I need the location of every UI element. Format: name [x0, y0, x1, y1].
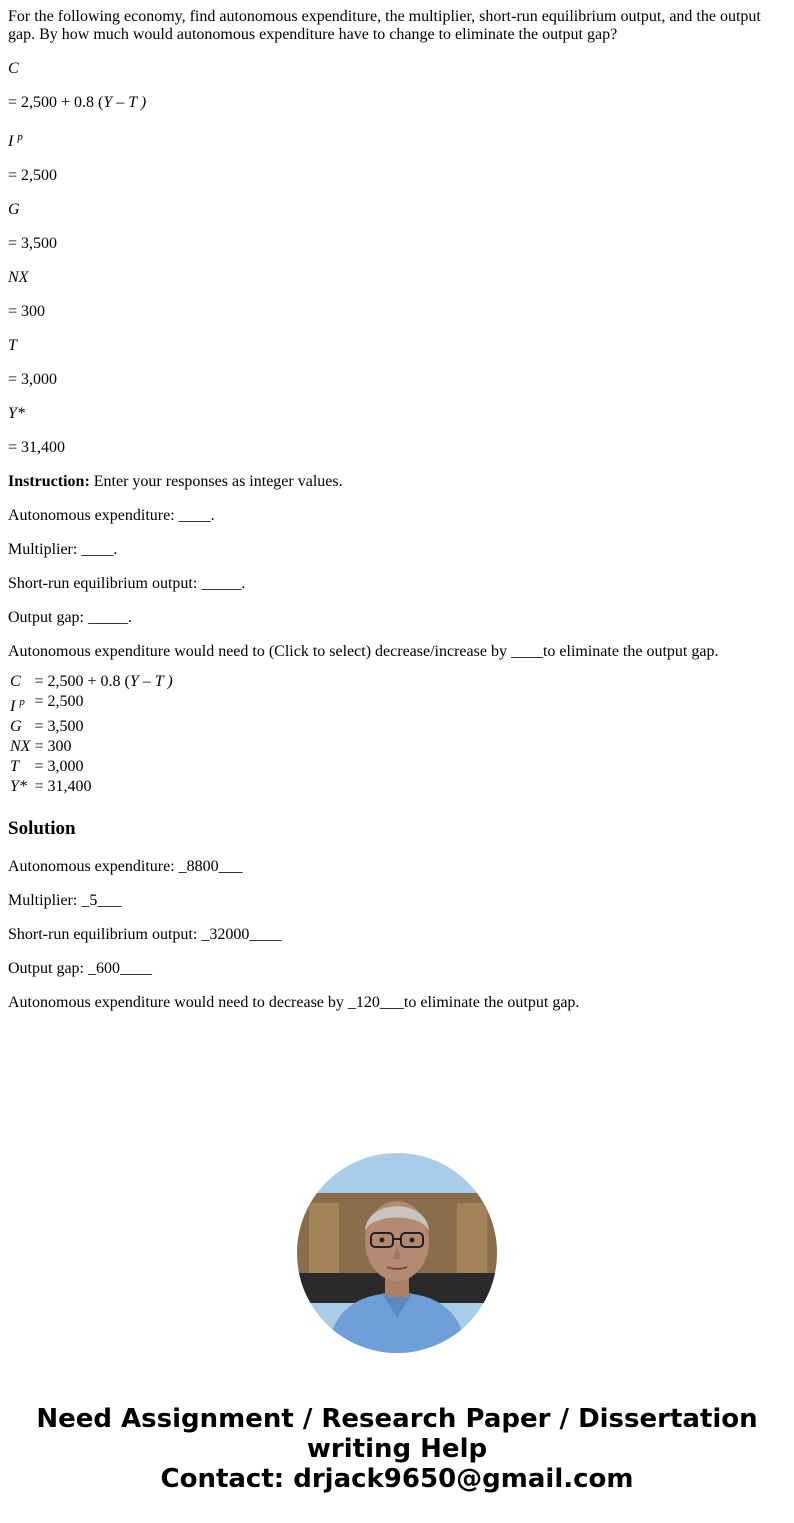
- equation-variable: [8, 337, 786, 355]
- equation-row-lhs: [10, 673, 32, 691]
- equation-value: [8, 303, 786, 321]
- variable-symbol: I: [10, 698, 16, 715]
- equation-row-lhs: [10, 778, 32, 796]
- solution-heading: Solution: [8, 818, 76, 839]
- equation-rhs: = 3,500: [8, 235, 58, 252]
- promo-line-1: Need Assignment / Research Paper / Dissertation: [36, 1404, 758, 1434]
- equation-rhs: = 300: [34, 738, 72, 755]
- instruction: [8, 473, 786, 491]
- variable-symbol: G: [8, 201, 20, 218]
- equation-list-stacked: [8, 60, 786, 457]
- variable-symbol: C: [10, 673, 21, 690]
- equation-row-lhs: [10, 718, 32, 736]
- equation-rhs-italic: Y – T: [129, 673, 164, 690]
- photo-panel-right: [457, 1203, 487, 1283]
- equation-variable: [8, 128, 786, 151]
- equation-rhs: = 31,400: [8, 439, 66, 456]
- equation-row-rhs: [34, 673, 172, 691]
- equation-row-lhs: [10, 693, 32, 716]
- equation-row-lhs: [10, 738, 32, 756]
- equation-row: [10, 718, 173, 736]
- promo-banner: [0, 1404, 794, 1494]
- equation-table: [8, 671, 175, 798]
- equation-row: [10, 693, 173, 716]
- instruction-label: Instruction:: [8, 473, 90, 490]
- equation-row: [10, 778, 173, 796]
- answer-expenditure-change: Autonomous expenditure would need to decrease by _120___to eliminate the output gap.: [8, 994, 580, 1011]
- equation-rhs: = 300: [8, 303, 46, 320]
- prompt-output-gap: Output gap: _____.: [8, 609, 132, 626]
- promo-line-2: writing Help: [306, 1434, 488, 1464]
- equation-rhs-italic: Y – T: [103, 94, 137, 111]
- variable-symbol: T: [8, 337, 17, 354]
- equation-rhs: = 3,000: [8, 371, 58, 388]
- equation-row-rhs: [34, 778, 172, 796]
- answer-autonomous-expenditure: Autonomous expenditure: _8800___: [8, 858, 243, 875]
- equation-rhs: = 3,000: [34, 758, 84, 775]
- promo-line-3: Contact: drjack9650@gmail.com: [160, 1464, 634, 1494]
- question-intro: For the following economy, find autonomous expenditure, the multiplier, short-run equilibrium output, and the output gap. By how much would autonomous expenditure have to change to eliminate the output gap?: [8, 8, 761, 43]
- equation-row-rhs: [34, 758, 172, 776]
- equation-row: [10, 738, 173, 756]
- photo-eye-right: [410, 1238, 415, 1243]
- equation-row: [10, 758, 173, 776]
- equation-value: [8, 94, 786, 112]
- photo-eye-left: [380, 1238, 385, 1243]
- equation-row-rhs: [34, 718, 172, 736]
- variable-symbol: NX: [10, 738, 31, 755]
- prompt-equilibrium-output: Short-run equilibrium output: _____.: [8, 575, 246, 592]
- answer-output-gap: Output gap: _600____: [8, 960, 152, 977]
- prompt-expenditure-change: Autonomous expenditure would need to (Click to select) decrease/increase by ____to eliminate the output gap.: [8, 643, 719, 660]
- variable-superscript: p: [17, 131, 23, 143]
- variable-symbol: T: [10, 758, 19, 775]
- equation-value: [8, 439, 786, 457]
- equation-variable: [8, 405, 786, 423]
- answer-equilibrium-output: Short-run equilibrium output: _32000____: [8, 926, 282, 943]
- equation-rhs-suffix: ): [163, 673, 173, 690]
- variable-symbol: I: [8, 133, 14, 150]
- author-photo-icon: [297, 1153, 497, 1353]
- equation-rhs: = 2,500 + 0.8 (: [8, 94, 104, 111]
- equation-rhs: = 2,500 + 0.8 (: [34, 673, 130, 690]
- equation-variable: [8, 269, 786, 287]
- equation-rhs: = 3,500: [34, 718, 84, 735]
- equation-row: [10, 673, 173, 691]
- variable-symbol: G: [10, 718, 22, 735]
- photo-panel-left: [309, 1203, 339, 1283]
- equation-variable: [8, 201, 786, 219]
- variable-symbol: C: [8, 60, 19, 77]
- equation-row-rhs: [34, 738, 172, 756]
- variable-superscript: p: [19, 696, 25, 708]
- equation-row-lhs: [10, 758, 32, 776]
- prompt-autonomous-expenditure: Autonomous expenditure: ____.: [8, 507, 215, 524]
- answer-multiplier: Multiplier: _5___: [8, 892, 122, 909]
- instruction-text: Enter your responses as integer values.: [89, 473, 343, 490]
- author-photo-svg: [297, 1153, 497, 1353]
- equation-row-rhs: [34, 693, 172, 716]
- variable-symbol: NX: [8, 269, 29, 286]
- variable-symbol: Y*: [10, 778, 27, 795]
- equation-rhs: = 31,400: [34, 778, 92, 795]
- equation-rhs: = 2,500: [34, 693, 84, 710]
- equation-rhs: = 2,500: [8, 167, 58, 184]
- equation-rhs-suffix: ): [136, 94, 147, 111]
- equation-variable: [8, 60, 786, 78]
- equation-value: [8, 371, 786, 389]
- variable-symbol: Y*: [8, 405, 25, 422]
- equation-value: [8, 235, 786, 253]
- prompt-multiplier: Multiplier: ____.: [8, 541, 118, 558]
- equation-value: [8, 167, 786, 185]
